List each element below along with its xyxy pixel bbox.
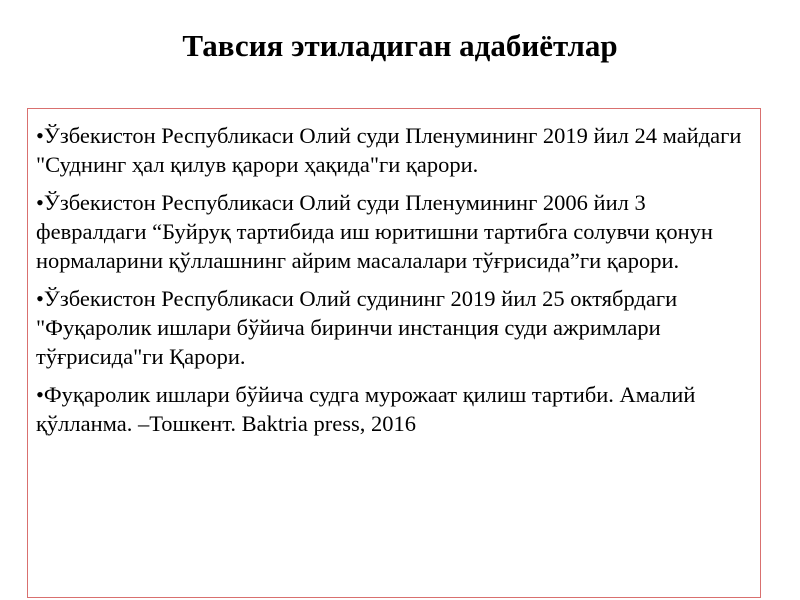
page-title: Тавсия этиладиган адабиётлар (182, 28, 618, 63)
list-item (36, 121, 746, 179)
reference-text: Ўзбекистон Республикаси Олий суди Пленумининг 2006 йил 3 февралдаги “Буйруқ тартибида иш юритишни тартибга солувчи қонун нормаларини қўллашнинг айрим масалалари тўғрисида”ги қарори. (36, 190, 713, 273)
list-item (36, 188, 746, 275)
bullet-icon: • (36, 286, 44, 311)
list-item (36, 380, 746, 438)
references-box (27, 108, 761, 598)
reference-text: Ўзбекистон Республикаси Олий судининг 2019 йил 25 октябрдаги "Фуқаролик ишлари бўйича биринчи инстанция суди ажримлари тўғрисида"ги Қарори. (36, 286, 678, 369)
references-list (28, 109, 760, 438)
bullet-icon: • (36, 123, 44, 148)
bullet-icon: • (36, 382, 44, 407)
bullet-icon: • (36, 190, 44, 215)
reference-text: Фуқаролик ишлари бўйича судга мурожаат қилиш тартиби. Амалий қўлланма. –Тошкент. Baktria press, 2016 (36, 382, 696, 436)
reference-text: Ўзбекистон Республикаси Олий суди Пленумининг 2019 йил 24 майдаги "Суднинг ҳал қилув қарори ҳақида"ги қарори. (36, 123, 742, 177)
list-item (36, 284, 746, 371)
